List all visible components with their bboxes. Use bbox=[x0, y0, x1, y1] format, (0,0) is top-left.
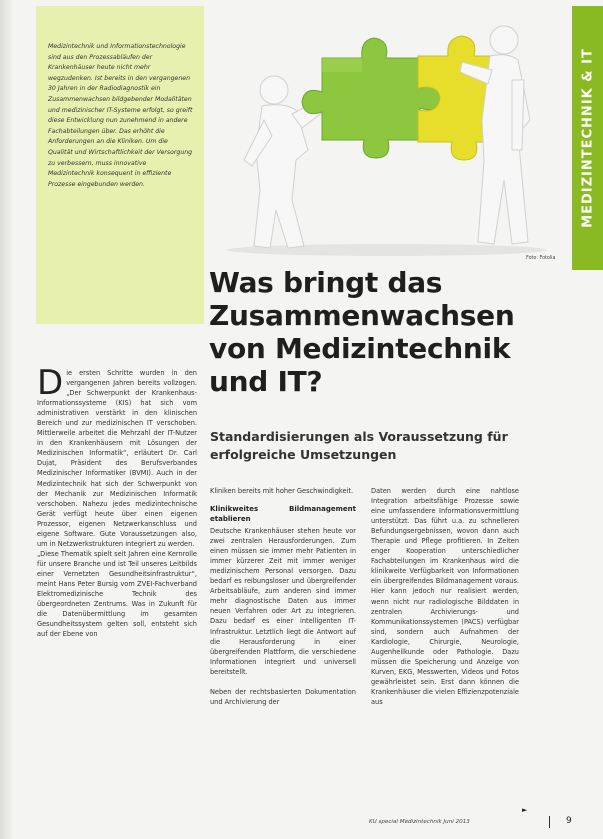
paragraph: Daten werden durch eine nahtlose Integration arbeitsfähige Prozesse sowie eine umfassendere Informationsvermittlung unterstützt. Das führt u.a. zu schnelleren Befundungsergebnissen, wovon dann auch Therapie und Pflege profitieren. In Zeiten enger Kooperation unterschiedlicher Fachabteilungen im Krankenhaus wird die klinikweite Verfügbarkeit von Informationen ein übergreifendes Bildmanagement voraus. Hier kann jedoch nur realisiert werden, wenn nicht nur radiologische Bilddaten in zentralen Archivierungs- und Kommunikationssystemen (PACS) verfügbar sind, sondern auch Aufnahmen der Kardiologie, Chirurgie, Neurologie, Augenheilkunde oder Pathologie. Dazu müssen die Speicherung und Anzeige von Kurven, EKG, Messwerten, Videos und Fotos gewährleistet sein. Erst dann können die Krankenhäuser die vielen Effizienzpotenziale aus bbox=[371, 487, 519, 706]
paragraph: Deutsche Krankenhäuser stehen heute vor zwei zentralen Herausforderungen. Zum einen müssen sie immer mehr Patienten in immer kürzerer Zeit mit immer weniger medizinischem Personal versorgen. Dazu bedarf es reibungsloser und übergreifender Arbeitsabläufe, zum anderen sind immer mehr diagnostische Daten aus immer neuen Verfahren oder Art zu integrieren. Dazu bedarf es einer intelligenten IT-Infrastruktur. Letztlich liegt die Antwort auf die Herausforderung in einer übergreifenden Plattform, die verschiedene Informationen integriert und universell bereitstellt. bbox=[210, 527, 356, 676]
paragraph: Kliniken bereits mit hoher Geschwindigkeit. bbox=[210, 487, 354, 495]
page-number: 9 bbox=[566, 816, 572, 826]
section-heading: Klinikweites Bildmanagement etablieren bbox=[210, 505, 356, 524]
footer-divider bbox=[549, 816, 550, 828]
paragraph: ie ersten Schritte wurden in den vergangenen Jahren bereits vollzogen. „Der Schwerpunkt der Krankenhaus-Informationssysteme (KIS) hat sich vom administrativen verstärkt in den klinischen Bereich und zur medizinischen IT verschoben. Mittlerweile arbeitet die Mehrzahl der IT-Nutzer in den Krankenhäusern mit Lösungen der Medizinischen Informatik“, erläutert Dr. Carl Dujat, Präsident des Berufsverbandes Medizinischer Informatiker (BVMI). Auch in der Medizintechnik hat sich der Schwerpunkt von der Mechanik zur Medizinischen Informatik verschoben. Nahezu jedes medizintechnische Gerät verfügt heute über einen eigenen Prozessor, eigenen Netzwerkanschluss und eigene Software. Gute Voraussetzungen also, um in Netzwerkstrukturen integriert zu werden. bbox=[37, 369, 197, 548]
text-column-3 bbox=[371, 486, 519, 707]
text-column-2 bbox=[210, 486, 356, 707]
scan-shadow bbox=[0, 0, 14, 839]
footer-publication: KU special Medizintechnik Juni 2013 bbox=[369, 819, 470, 825]
drop-cap: D bbox=[37, 363, 64, 403]
section-tab-label: MEDIZINTECHNIK & IT bbox=[580, 48, 595, 228]
section-tab bbox=[572, 6, 603, 270]
photo-credit: Foto: Fotolia bbox=[526, 256, 556, 261]
intro-text: Medizintechnik und Informationstechnologie sind aus den Prozessabläufen der Krankenhäuser heute nicht mehr wegzudenken. Ist bereits in den vergangenen 30 Jahren in der Radiodiagnostik ein Zusammenwachsen bildgebender Modalitäten und medizinischer IT-Systeme erfolgt, so greift diese Entwicklung nun zunehmend in andere Fachabteilungen über. Das erhöht die Anforderungen an die Kliniken. Um die Qualität und Wirtschaftlichkeit der Versorgung zu verbessern, muss innovative Medizintechnik konsequent in effiziente Prozesse eingebunden werden. bbox=[48, 43, 193, 188]
intro-box bbox=[36, 6, 204, 324]
paragraph: „Diese Thematik spielt seit Jahren eine Kernrolle für unsere Branche und ist Teil unseres Leitbilds einer Vernetzten Gesundheitsinfrastruktur“, meint Hans Peter Bursig vom ZVEI-Fachverband Elektromedizinische Technik des übergeordneten Zentrums. Was in Zukunft für die Datenübermittlung im gesamten Gesundheitssystem gelten soll, entsteht sich auf der Ebene von bbox=[37, 549, 197, 639]
continue-arrow-icon: ► bbox=[522, 806, 528, 814]
paragraph: Neben der rechtsbasierten Dokumentation und Archivierung der bbox=[210, 687, 356, 706]
puzzle-illustration bbox=[212, 10, 562, 258]
article-title: Was bringt das Zusammenwachsen von Medizintechnik und IT? bbox=[209, 266, 515, 398]
article-subtitle: Standardisierungen als Voraussetzung für erfolgreiche Umsetzungen bbox=[210, 429, 508, 462]
text-column-1 bbox=[37, 363, 197, 639]
